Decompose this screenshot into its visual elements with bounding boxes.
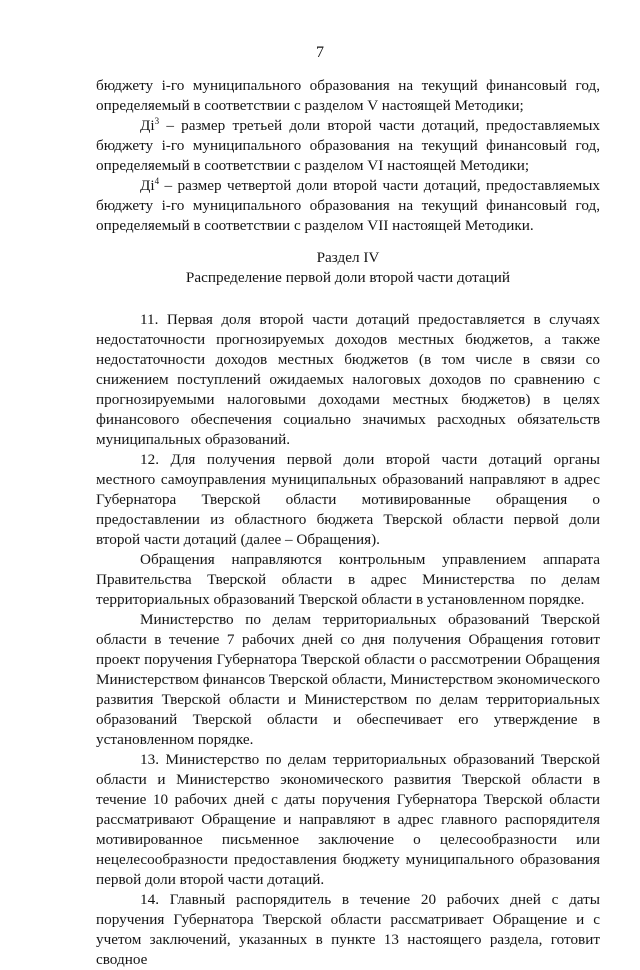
di3-superscript: 3	[154, 116, 160, 126]
di4-superscript: 4	[154, 176, 160, 186]
di3-symbol: Дi	[140, 117, 155, 134]
di4-symbol: Дi	[140, 177, 155, 194]
definition-di3	[96, 116, 600, 176]
clause-13: 13. Министерство по делам территориальных образований Тверской области и Министерство экономического развития Тверской области в течение 10 рабочих дней с даты поручения Губернатора Тверской области рассматривают Обращение и направляют в адрес главного распорядителя мотивированное письменное заключение о целесообразности или нецелесообразности предоставления бюджету муниципального образования первой доли второй части дотаций.	[96, 751, 600, 888]
clause-14: 14. Главный распорядитель в течение 20 рабочих дней с даты поручения Губернатора Тверской области рассматривает Обращение и с учетом заключений, указанных в пункте 13 настоящего раздела, готовит сводное	[96, 891, 600, 968]
di3-text: – размер третьей доли второй части дотаций, предоставляемых бюджету i-го муниципального образования на текущий финансовый год, определяемый в соответствии с разделом VI настоящей Методики;	[96, 117, 600, 174]
section-title: Раздел IV	[316, 249, 380, 266]
continuation-paragraph: бюджету i-го муниципального образования на текущий финансовый год, определяемый в соответствии с разделом V настоящей Методики;	[96, 77, 600, 114]
clause-12: 12. Для получения первой доли второй части дотаций органы местного самоуправления муниципальных образований направляют в адрес Губернатора Тверской области мотивированные обращения о предоставлении из областного бюджета Тверской области первой доли второй части дотаций (далее – Обращения).	[96, 451, 600, 548]
clause-12-appeals-routing: Обращения направляются контрольным управлением аппарата Правительства Тверской области в адрес Министерства по делам территориальных образований Тверской области в установленном порядке.	[96, 551, 600, 608]
document-body	[96, 76, 600, 970]
clause-12-ministry-procedure: Министерство по делам территориальных образований Тверской области в течение 7 рабочих дней со дня получения Обращения готовит проект поручения Губернатора Тверской области о рассмотрении Обращения Министерством финансов Тверской области, Министерством экономического развития Тверской области и Министерством по делам территориальных образований Тверской области и обеспечивает его утверждение в установленном порядке.	[96, 611, 600, 748]
section-subtitle: Распределение первой доли второй части дотаций	[185, 269, 511, 286]
di4-text: – размер четвертой доли второй части дотаций, предоставляемых бюджету i-го муниципального образования на текущий финансовый год, определяемый в соответствии с разделом VII настоящей Методики.	[96, 177, 600, 234]
clause-11: 11. Первая доля второй части дотаций предоставляется в случаях недостаточности прогнозируемых доходов местных бюджетов, а также недостаточности доходов местных бюджетов (в том числе в связи со снижением поступлений ожидаемых налоговых доходов по сравнению с прогнозируемыми налоговыми доходами местных бюджетов) в целях финансового обеспечения социально значимых расходных обязательств муниципальных образований.	[96, 311, 600, 448]
page-number: 7	[316, 44, 324, 61]
definition-di4	[96, 176, 600, 236]
